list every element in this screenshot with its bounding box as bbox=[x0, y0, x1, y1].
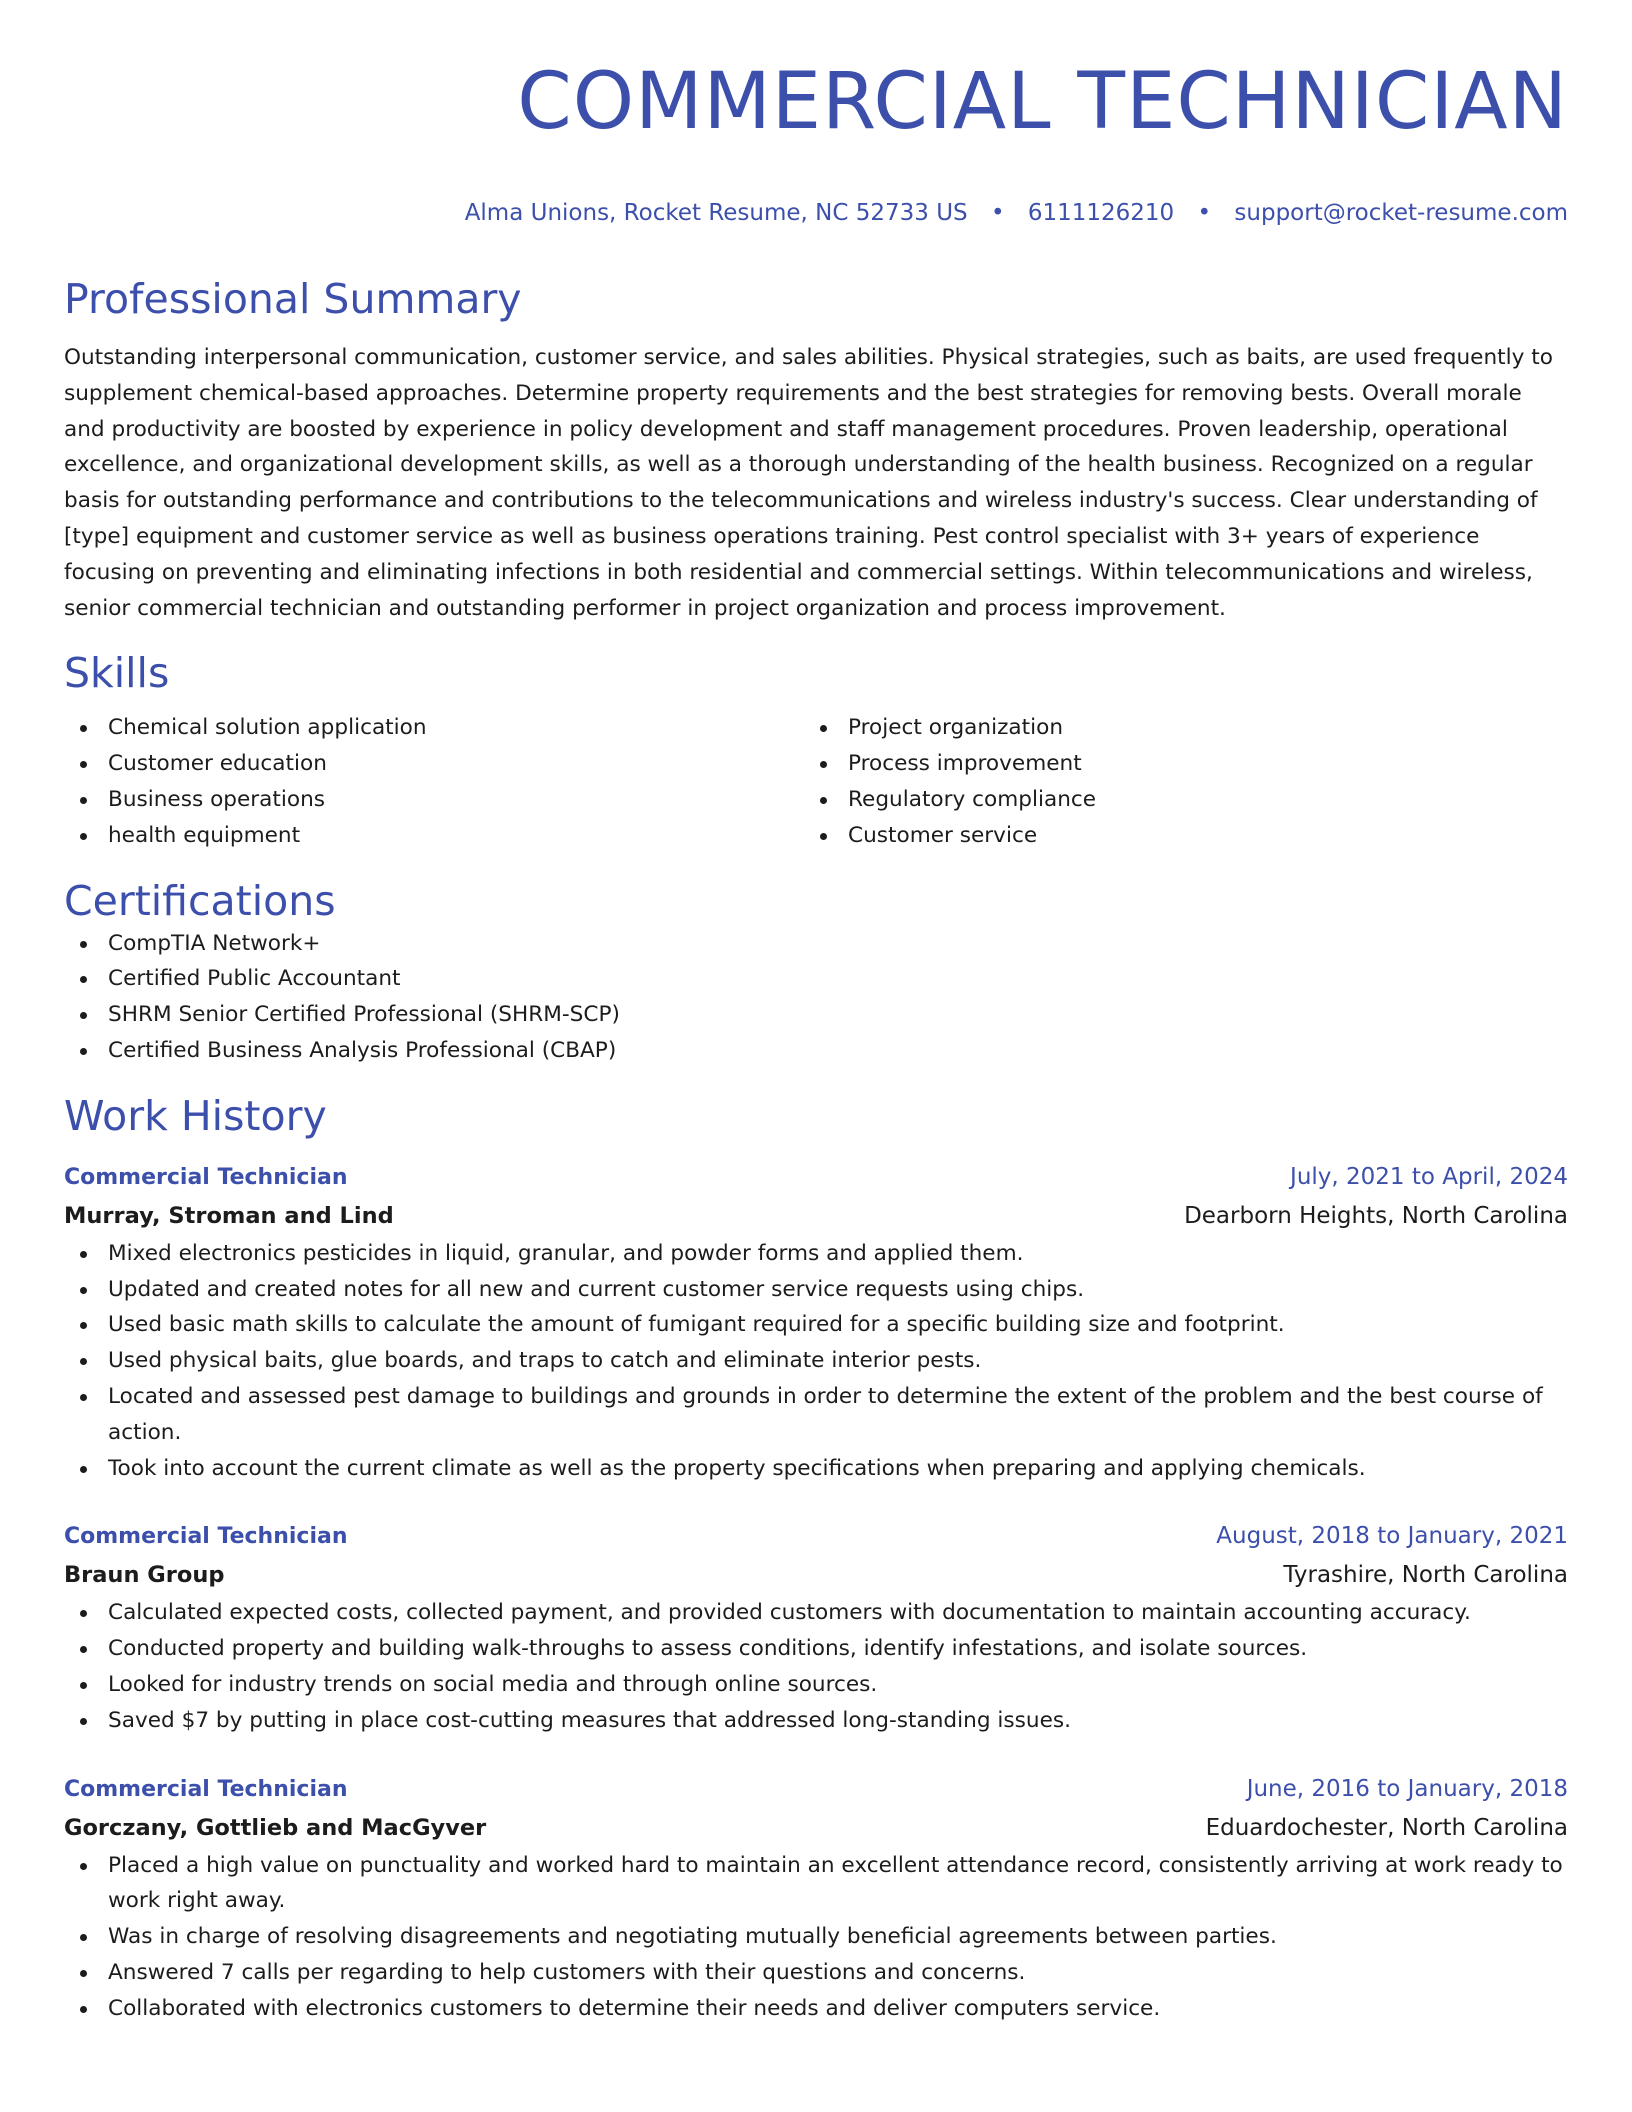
skill-item: Project organization bbox=[804, 710, 1544, 746]
job-dates: June, 2016 to January, 2018 bbox=[1246, 1775, 1568, 1802]
contact-address: Alma Unions, Rocket Resume, NC 52733 US bbox=[464, 200, 968, 226]
job-duty: Used basic math skills to calculate the amount of fumigant required for a specific building size and footprint. bbox=[64, 1307, 1568, 1343]
job-company-row bbox=[64, 1196, 1568, 1236]
skill-item: Business operations bbox=[64, 782, 804, 818]
summary-text: Outstanding interpersonal communication, customer service, and sales abilities. Physical strategies, such as baits, are used frequently to supplement chemical-based approaches. Determine property requirements and the best strategies for removing bests. Overall morale and productivity are boosted by experience in policy development and staff management procedures. Proven leadership, operational excellence, and organizational development skills, as well as a thorough understanding of the health business. Recognized on a regular basis for outstanding performance and contributions to the telecommunications and wireless industry's success. Clear understanding of [type] equipment and customer service as well as business operations training. Pest control specialist with 3+ years of experience focusing on preventing and eliminating infections in both residential and commercial settings. Within telecommunications and wireless, senior commercial technician and outstanding performer in project organization and process improvement. bbox=[64, 345, 1553, 621]
skills-list-right bbox=[804, 710, 1544, 853]
job-title: Commercial Technician bbox=[64, 1164, 348, 1190]
job-duty: Calculated expected costs, collected payment, and provided customers with documentation to maintain accounting accuracy. bbox=[64, 1595, 1568, 1631]
job-duty: Placed a high value on punctuality and worked hard to maintain an excellent attendance record, consistently arriving at work ready to work right away. bbox=[64, 1848, 1568, 1920]
contact-phone: 6111126210 bbox=[1027, 200, 1175, 226]
job-duty: Located and assessed pest damage to buildings and grounds in order to determine the extent of the problem and the best course of action. bbox=[64, 1379, 1568, 1451]
job-dates: July, 2021 to April, 2024 bbox=[1290, 1163, 1568, 1190]
job-company-row bbox=[64, 1555, 1568, 1595]
job-duties-list bbox=[64, 1848, 1568, 2027]
skills-heading: Skills bbox=[64, 649, 170, 698]
job-duty: Saved $7 by putting in place cost-cutting measures that addressed long-standing issues. bbox=[64, 1703, 1568, 1739]
job-duty: Collaborated with electronics customers to determine their needs and deliver computers service. bbox=[64, 1991, 1568, 2027]
certification-item: CompTIA Network+ bbox=[64, 926, 1568, 962]
skill-item: health equipment bbox=[64, 818, 804, 854]
job-duties-list bbox=[64, 1595, 1568, 1738]
contact-separator: • bbox=[1197, 200, 1212, 226]
job-entry bbox=[64, 1518, 1568, 1738]
job-title-row bbox=[64, 1518, 1568, 1555]
summary-heading: Professional Summary bbox=[64, 275, 522, 323]
skill-item: Regulatory compliance bbox=[804, 782, 1544, 818]
skills-section bbox=[64, 648, 1568, 853]
certifications-heading: Certifications bbox=[64, 876, 336, 925]
skill-item: Chemical solution application bbox=[64, 710, 804, 746]
job-duty: Used physical baits, glue boards, and traps to catch and eliminate interior pests. bbox=[64, 1343, 1568, 1379]
job-duty: Took into account the current climate as well as the property specifications when preparing and applying chemicals. bbox=[64, 1451, 1568, 1487]
job-title-row bbox=[64, 1159, 1568, 1196]
job-location: Dearborn Heights, North Carolina bbox=[1184, 1202, 1568, 1229]
job-duty: Updated and created notes for all new and current customer service requests using chips. bbox=[64, 1272, 1568, 1308]
summary-section bbox=[64, 274, 1568, 626]
skills-list-left bbox=[64, 710, 804, 853]
contact-separator: • bbox=[990, 200, 1005, 226]
certifications-section bbox=[64, 876, 1568, 1069]
certification-item: SHRM Senior Certified Professional (SHRM-SCP) bbox=[64, 997, 1568, 1033]
skill-item: Customer education bbox=[64, 746, 804, 782]
job-duty: Looked for industry trends on social media and through online sources. bbox=[64, 1667, 1568, 1703]
skill-item: Customer service bbox=[804, 818, 1544, 854]
job-company: Murray, Stroman and Lind bbox=[64, 1202, 394, 1229]
job-location: Eduardochester, North Carolina bbox=[1205, 1814, 1568, 1841]
work-history-heading: Work History bbox=[64, 1091, 327, 1140]
job-location: Tyrashire, North Carolina bbox=[1283, 1562, 1568, 1589]
job-dates: August, 2018 to January, 2021 bbox=[1216, 1523, 1568, 1550]
job-title-row bbox=[64, 1771, 1568, 1808]
certification-item: Certified Public Accountant bbox=[64, 961, 1568, 997]
certification-item: Certified Business Analysis Professional (CBAP) bbox=[64, 1033, 1568, 1069]
work-history-section bbox=[64, 1091, 1568, 2027]
job-company: Braun Group bbox=[64, 1562, 225, 1589]
job-duty: Was in charge of resolving disagreements and negotiating mutually beneficial agreements between parties. bbox=[64, 1919, 1568, 1955]
job-company: Gorczany, Gottlieb and MacGyver bbox=[64, 1814, 487, 1841]
contact-email[interactable]: support@rocket-resume.com bbox=[1234, 200, 1568, 226]
contact-line bbox=[64, 198, 1568, 228]
skills-grid bbox=[64, 710, 1568, 853]
job-title: Commercial Technician bbox=[64, 1776, 348, 1802]
job-duty: Mixed electronics pesticides in liquid, granular, and powder forms and applied them. bbox=[64, 1236, 1568, 1272]
skill-item: Process improvement bbox=[804, 746, 1544, 782]
job-company-row bbox=[64, 1808, 1568, 1848]
candidate-name: COMMERCIAL TECHNICIAN bbox=[517, 57, 1568, 147]
resume-header bbox=[64, 52, 1568, 228]
certifications-list bbox=[64, 926, 1568, 1069]
job-duty: Conducted property and building walk-throughs to assess conditions, identify infestations, and isolate sources. bbox=[64, 1631, 1568, 1667]
job-duties-list bbox=[64, 1236, 1568, 1487]
job-title: Commercial Technician bbox=[64, 1524, 348, 1550]
job-duty: Answered 7 calls per regarding to help customers with their questions and concerns. bbox=[64, 1955, 1568, 1991]
job-entry bbox=[64, 1159, 1568, 1487]
job-entry bbox=[64, 1771, 1568, 2027]
